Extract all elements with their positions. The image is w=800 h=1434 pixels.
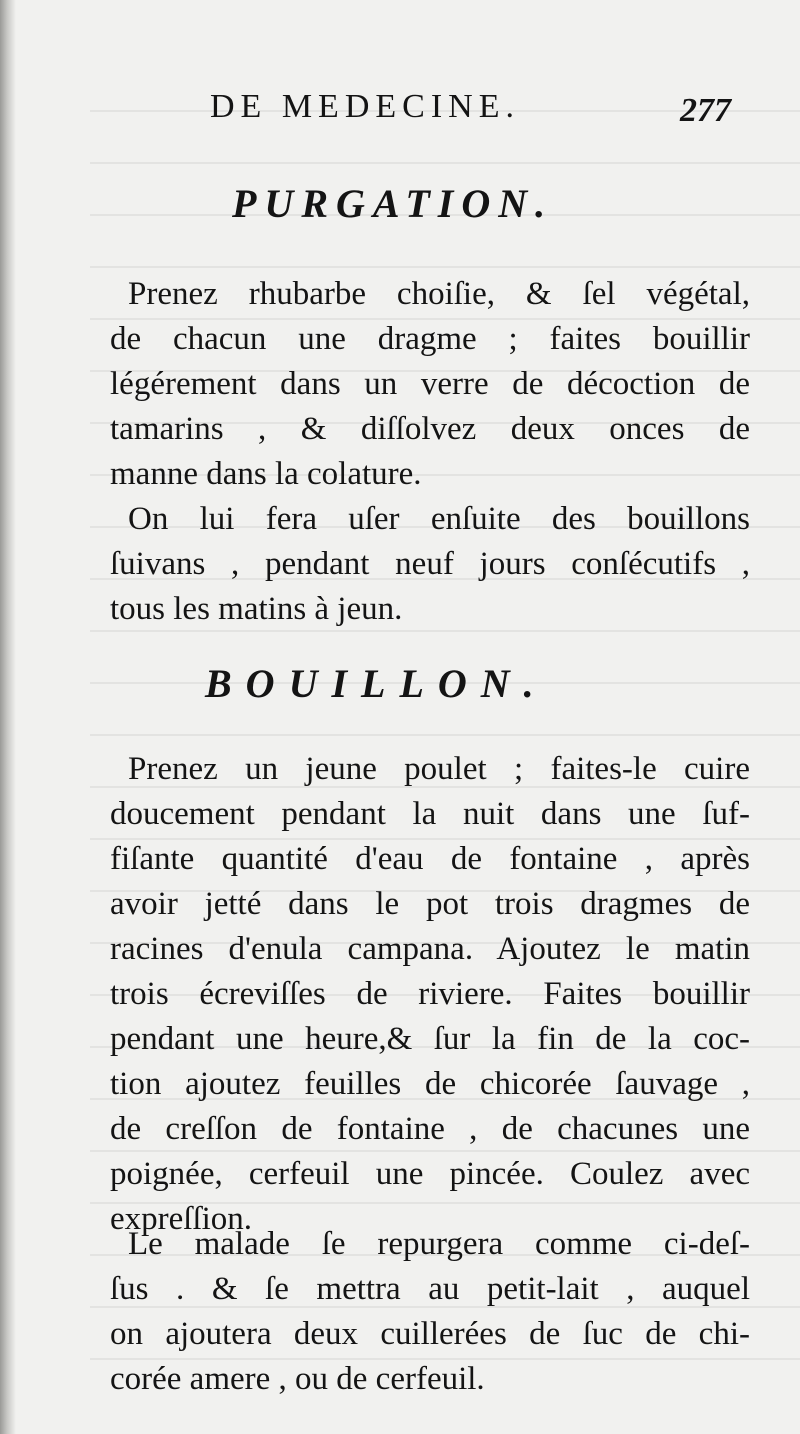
text-line: poignée, cerfeuil une pincée. Coulez avec xyxy=(110,1156,750,1192)
text-line: On lui fera uſer enſuite des bouillons xyxy=(128,501,750,537)
text-line: racines d'enula campana. Ajoutez le matin xyxy=(110,931,750,967)
text-line: tous les matins à jeun. xyxy=(110,591,403,627)
paragraph-bouillon-instructions xyxy=(110,1222,750,1402)
section-title-bouillon: BOUILLON. xyxy=(205,661,548,706)
text-line: de chacun une dragme ; faites bouillir xyxy=(110,321,750,357)
text-line: Prenez rhubarbe choiſie, & ſel végétal, xyxy=(128,276,750,312)
text-line: avoir jetté dans le pot trois dragmes de xyxy=(110,886,750,922)
text-line: ſuivans , pendant neuf jours conſécutifs , xyxy=(110,546,750,582)
paragraph-purgation-instructions xyxy=(110,497,750,632)
text-line: de creſſon de fontaine , de chacunes une xyxy=(110,1111,750,1147)
text-line: légérement dans un verre de décoction de xyxy=(110,366,750,402)
paragraph-purgation-recipe xyxy=(110,272,750,497)
text-line: manne dans la colature. xyxy=(110,456,422,492)
text-line: trois écreviſſes de riviere. Faites bouillir xyxy=(110,976,750,1012)
text-line: Prenez un jeune poulet ; faites-le cuire xyxy=(128,751,750,787)
text-line: on ajoutera deux cuillerées de ſuc de chi- xyxy=(110,1316,750,1352)
text-line: tion ajoutez feuilles de chicorée ſauvage , xyxy=(110,1066,750,1102)
text-line: ſus . & ſe mettra au petit-lait , auquel xyxy=(110,1271,750,1307)
text-line: tamarins , & diſſolvez deux onces de xyxy=(110,411,750,447)
text-line: fiſante quantité d'eau de fontaine , après xyxy=(110,841,750,877)
paragraph-bouillon-recipe xyxy=(110,747,750,1242)
text-line: Le malade ſe repurgera comme ci-deſ- xyxy=(128,1226,750,1262)
page-number: 277 xyxy=(680,92,731,129)
text-line: corée amere , ou de cerfeuil. xyxy=(110,1361,485,1397)
text-line: pendant une heure,& ſur la fin de la coc- xyxy=(110,1021,750,1057)
text-line: expreſſion. xyxy=(110,1201,253,1237)
text-line: doucement pendant la nuit dans une ſuf- xyxy=(110,796,750,832)
section-title-purgation: PURGATION. xyxy=(232,181,554,226)
running-head: DE MEDECINE. xyxy=(210,88,520,125)
page-gutter-shadow xyxy=(0,0,16,1434)
